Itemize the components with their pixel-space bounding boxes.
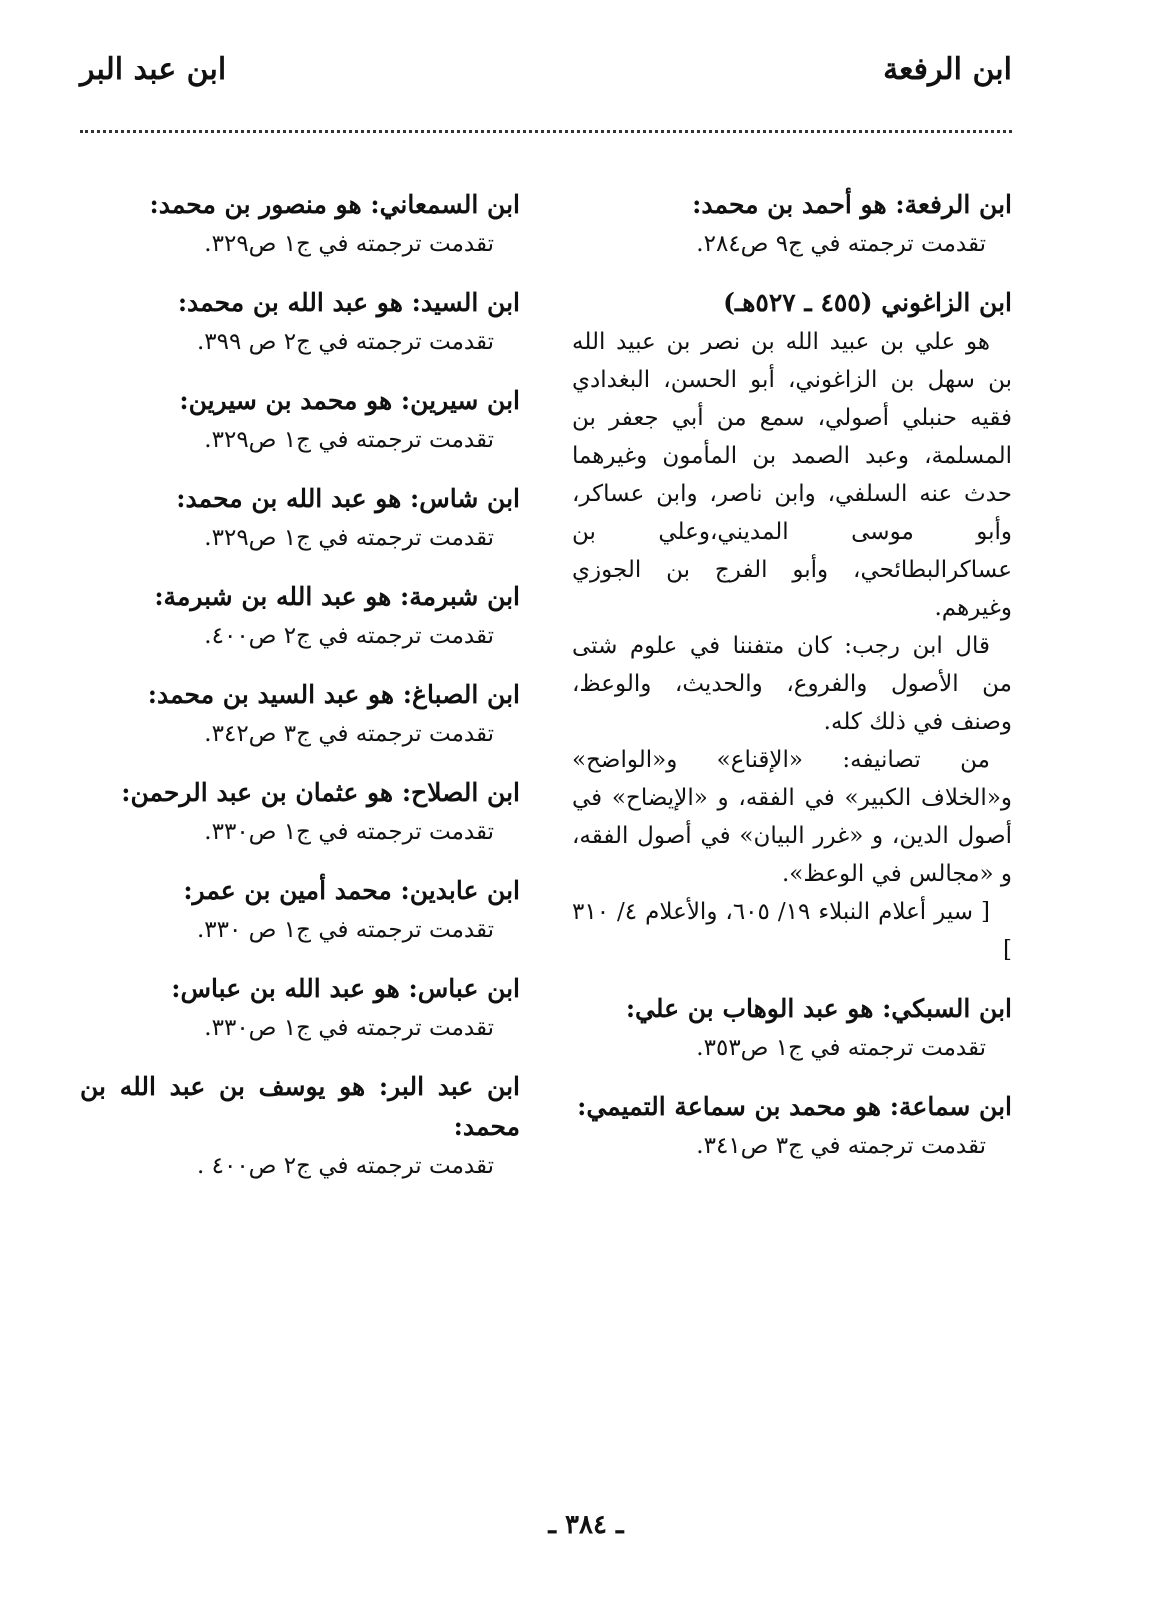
biography-paragraph: قال ابن رجب: كان متفننا في علوم شتى من الأصول والفروع، والحديث، والوعظ، وصنف في ذلك كله.: [572, 633, 1012, 735]
entry: [80, 871, 520, 949]
entry-heading: ابن السمعاني: هو منصور بن محمد:: [149, 190, 520, 219]
header-divider: [80, 130, 1012, 133]
entry-heading: ابن الصلاح: هو عثمان بن عبد الرحمن:: [121, 778, 520, 807]
entry-heading: ابن السبكي: هو عبد الوهاب بن علي:: [625, 994, 1012, 1023]
entry-heading: ابن الزاغوني (٤٥٥ ـ ٥٢٧هـ): [723, 288, 1012, 317]
running-header-left: ابن عبد البر: [80, 52, 227, 87]
entry-heading: ابن شاس: هو عبد الله بن محمد:: [176, 484, 520, 513]
biography-paragraph: من تصانيفه: «الإقناع» و«الواضح» و«الخلاف الكبير» في الفقه، و «الإيضاح» في أصول الدين، و «غرر البيان» في أصول الفقه، و «مجالس في الوعظ».: [572, 747, 1012, 887]
entry-reference: تقدمت ترجمته في ج١ ص٣٥٣.: [696, 1035, 986, 1061]
entry-heading: ابن عبد البر: هو يوسف بن عبد الله بن محمد:: [80, 1072, 520, 1141]
entry-reference: تقدمت ترجمته في ج١ ص٣٢٩.: [204, 231, 494, 257]
entry: [80, 185, 520, 263]
left-column: [80, 185, 520, 1205]
entry-reference: تقدمت ترجمته في ج٢ ص ٣٩٩.: [196, 329, 494, 355]
entry-biography: [572, 283, 1012, 969]
entry-reference: تقدمت ترجمته في ج١ ص٣٣٠.: [204, 819, 494, 845]
entry-reference: تقدمت ترجمته في ج٣ ص٣٤٢.: [204, 721, 494, 747]
entry-heading: ابن شبرمة: هو عبد الله بن شبرمة:: [154, 582, 520, 611]
entry: [80, 773, 520, 851]
entry: [572, 185, 1012, 263]
entry-reference: تقدمت ترجمته في ج٢ ص٤٠٠.: [204, 623, 494, 649]
entry: [80, 1067, 520, 1185]
entry-heading: ابن السيد: هو عبد الله بن محمد:: [177, 288, 520, 317]
right-column: [572, 185, 1012, 1185]
entry-heading: ابن سماعة: هو محمد بن سماعة التميمي:: [577, 1092, 1012, 1121]
entry-heading: ابن عباس: هو عبد الله بن عباس:: [171, 974, 520, 1003]
entry: [80, 283, 520, 361]
biography-paragraph: هو علي بن عبيد الله بن نصر بن عبيد الله بن سهل بن الزاغوني، أبو الحسن، البغدادي فقيه حنبلي أصولي، سمع من أبي جعفر بن المسلمة، وعبد الصمد بن المأمون وغيرهما حدث عنه السلفي، وابن ناصر، وابن عساكر، وأبو موسى المديني،وعلي بن عساكرالبطائحي، وأبو الفرج بن الجوزي وغيرهم.: [572, 329, 1012, 621]
entry: [80, 969, 520, 1047]
entry-heading: ابن الصباغ: هو عبد السيد بن محمد:: [147, 680, 520, 709]
entry: [572, 1087, 1012, 1165]
entry: [80, 479, 520, 557]
entry-reference: تقدمت ترجمته في ج٢ ص٤٠٠ .: [196, 1153, 494, 1179]
entry-reference: تقدمت ترجمته في ج١ ص٣٣٠.: [204, 1015, 494, 1041]
entry: [80, 381, 520, 459]
entry-heading: ابن سيرين: هو محمد بن سيرين:: [179, 386, 520, 415]
entry-reference: تقدمت ترجمته في ج١ ص ٣٣٠.: [196, 917, 494, 943]
entry-reference: تقدمت ترجمته في ج٣ ص٣٤١.: [696, 1133, 986, 1159]
entry-reference: تقدمت ترجمته في ج٩ ص٢٨٤.: [696, 231, 986, 257]
running-header-right: ابن الرفعة: [883, 52, 1012, 87]
entry-heading: ابن الرفعة: هو أحمد بن محمد:: [692, 190, 1012, 219]
entry: [80, 577, 520, 655]
entry-reference: تقدمت ترجمته في ج١ ص٣٢٩.: [204, 427, 494, 453]
entry: [572, 989, 1012, 1067]
entry-reference: تقدمت ترجمته في ج١ ص٣٢٩.: [204, 525, 494, 551]
entry: [80, 675, 520, 753]
entry-heading: ابن عابدين: محمد أمين بن عمر:: [183, 876, 520, 905]
page-number: ـ ٣٨٤ ـ: [548, 1510, 624, 1540]
source-citation: [ سير أعلام النبلاء ١٩/ ٦٠٥، والأعلام ٤/ ٣١٠ ]: [572, 899, 1012, 963]
